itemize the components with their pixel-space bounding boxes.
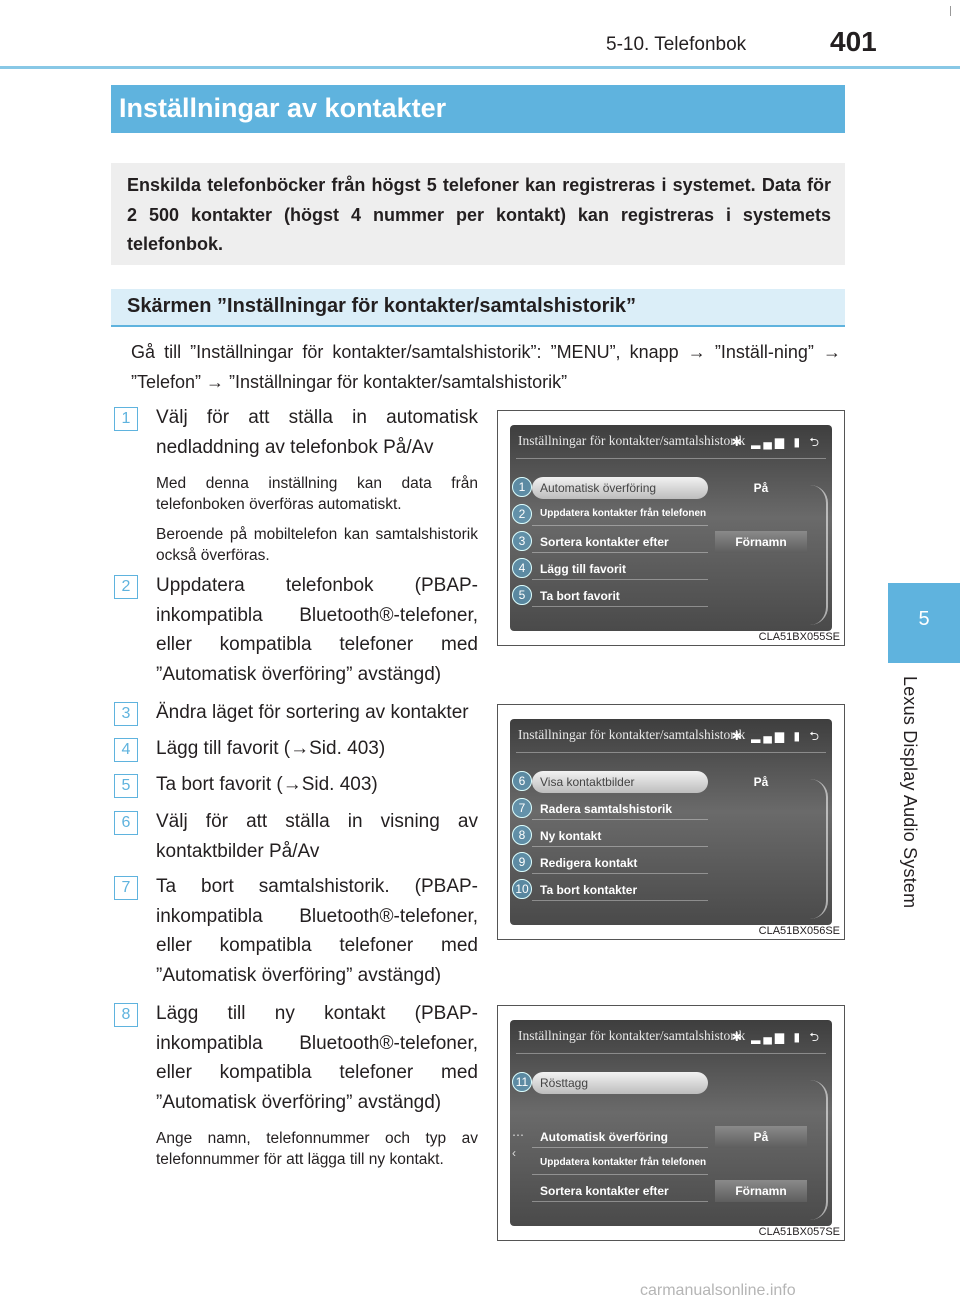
item-number-badge: 7: [114, 876, 138, 900]
item-number-badge: 4: [114, 738, 138, 762]
list-item-8: [114, 999, 478, 1117]
setting-row[interactable]: Rösttagg: [532, 1072, 708, 1094]
display-screen: [510, 719, 832, 925]
callout-badge: 9: [512, 852, 532, 872]
list-item-4: [114, 734, 478, 764]
setting-row[interactable]: Radera samtalshistorik: [532, 798, 708, 820]
screenshot-figure-3: [497, 1005, 845, 1241]
list-item-3: [114, 698, 478, 728]
status-icons: ✱ ▂▄▆ ▮ ⮌: [731, 729, 822, 743]
setting-row[interactable]: Redigera kontakt: [532, 852, 708, 874]
callout-badge: 3: [512, 531, 532, 551]
item-text: Ta bort favorit (→Sid. 403): [156, 774, 378, 795]
setting-value[interactable]: På: [753, 481, 769, 495]
list-item-1: [114, 403, 478, 462]
setting-value[interactable]: Förnamn: [715, 1180, 807, 1202]
setting-row[interactable]: Uppdatera kontakter från telefonen: [532, 1153, 708, 1175]
figure-code: CLA51BX055SE: [758, 631, 840, 643]
screen-title: Inställningar för kontakter/samtalshistorik: [518, 1028, 746, 1043]
figure-code: CLA51BX057SE: [758, 1226, 840, 1238]
chevron-left-icon[interactable]: ‹: [512, 1146, 516, 1160]
setting-row[interactable]: Lägg till favorit: [532, 558, 708, 580]
note-text: Med denna inställning kan data från telefonboken överföras automatiskt.: [156, 475, 478, 513]
setting-row[interactable]: Ta bort favorit: [532, 585, 708, 607]
setting-row[interactable]: Ta bort kontakter: [532, 879, 708, 901]
item-text: Välj för att ställa in visning av kontaktbilder På/Av: [156, 811, 478, 862]
setting-row[interactable]: Ny kontakt: [532, 825, 708, 847]
figure-code: CLA51BX056SE: [758, 925, 840, 937]
subheading: Skärmen ”Inställningar för kontakter/samtalshistorik”: [111, 289, 845, 327]
list-item-5: [114, 770, 478, 800]
divider: [516, 458, 826, 459]
status-icons: ✱ ▂▄▆ ▮ ⮌: [731, 435, 822, 449]
status-icons: ✱ ▂▄▆ ▮ ⮌: [731, 1030, 822, 1044]
setting-row[interactable]: Visa kontaktbilder: [532, 771, 708, 793]
header-rule: [0, 66, 960, 69]
list-item-7: [114, 872, 478, 990]
scroll-curve: [810, 485, 828, 625]
chapter-tab: 5: [888, 583, 960, 663]
item-text: Ändra läget för sortering av kontakter: [156, 702, 469, 723]
more-icon[interactable]: ⋯: [512, 1128, 524, 1142]
page-number: 401: [830, 26, 877, 57]
item-text: Uppdatera telefonbok (PBAP-inkompatibla Bluetooth®-telefoner, eller kompatibla telefoner med ”Automatisk överföring” avstängd): [156, 575, 478, 685]
list-item-2: [114, 571, 478, 689]
screen-title: Inställningar för kontakter/samtalshistorik: [518, 433, 746, 448]
list-item-6: [114, 807, 478, 866]
setting-value[interactable]: Förnamn: [715, 531, 807, 553]
callout-badge: 6: [512, 771, 532, 791]
scroll-curve: [810, 1080, 828, 1220]
callout-badge: 2: [512, 504, 532, 524]
callout-badge: 11: [512, 1072, 532, 1092]
item-text: Lägg till ny kontakt (PBAP-inkompatibla Bluetooth®-telefoner, eller kompatibla telefoner med ”Automatisk överföring” avstängd): [156, 1003, 478, 1113]
setting-row[interactable]: Sortera kontakter efter: [532, 531, 708, 553]
item-number-badge: 1: [114, 407, 138, 431]
item-text: Lägg till favorit (→Sid. 403): [156, 738, 386, 759]
callout-badge: 4: [512, 558, 532, 578]
callout-badge: 8: [512, 825, 532, 845]
setting-value[interactable]: På: [753, 775, 769, 789]
callout-badge: 10: [512, 879, 532, 899]
callout-badge: 1: [512, 477, 532, 497]
watermark: carmanualsonline.info: [640, 1282, 796, 1299]
item-number-badge: 2: [114, 575, 138, 599]
crop-mark: [950, 6, 951, 16]
page-title: Inställningar av kontakter: [111, 85, 845, 133]
note-text: Beroende på mobiltelefon kan samtalshistorik också överföras.: [156, 526, 478, 564]
setting-value[interactable]: På: [715, 1126, 807, 1148]
divider: [516, 1053, 826, 1054]
item-text: Välj för att ställa in automatisk nedladdning av telefonbok På/Av: [156, 407, 478, 458]
callout-badge: 5: [512, 585, 532, 605]
display-screen: [510, 1020, 832, 1226]
display-screen: [510, 425, 832, 631]
item-number-badge: 3: [114, 702, 138, 726]
setting-row[interactable]: Automatisk överföring: [532, 1126, 708, 1148]
note-text: Ange namn, telefonnummer och typ av telefonnummer för att lägga till ny kontakt.: [156, 1130, 478, 1168]
chapter-label: Lexus Display Audio System: [900, 676, 920, 909]
divider: [516, 752, 826, 753]
navigation-path: Gå till ”Inställningar för kontakter/samtalshistorik”: ”MENU”, knapp → ”Inställ-ning” → ”Telefon” → ”Inställningar för kontakter/samtalshistorik”: [131, 342, 841, 392]
callout-badge: 7: [512, 798, 532, 818]
item-text: Ta bort samtalshistorik. (PBAP-inkompatibla Bluetooth®-telefoner, eller kompatibla telefoner med ”Automatisk överföring” avstängd): [156, 876, 478, 986]
setting-row[interactable]: Sortera kontakter efter: [532, 1180, 708, 1202]
item-number-badge: 5: [114, 774, 138, 798]
screenshot-figure-2: [497, 704, 845, 940]
setting-row[interactable]: Uppdatera kontakter från telefonen: [532, 504, 708, 526]
screen-title: Inställningar för kontakter/samtalshistorik: [518, 727, 746, 742]
item-number-badge: 8: [114, 1003, 138, 1027]
setting-row[interactable]: Automatisk överföring: [532, 477, 708, 499]
intro-box: Enskilda telefonböcker från högst 5 telefoner kan registreras i systemet. Data för 2 500 kontakter (högst 4 nummer per kontakt) kan registreras i systemets telefonbok.: [111, 163, 845, 265]
item-number-badge: 6: [114, 811, 138, 835]
scroll-curve: [810, 779, 828, 919]
screenshot-figure-1: [497, 410, 845, 646]
running-header-section: 5-10. Telefonbok: [606, 34, 747, 55]
